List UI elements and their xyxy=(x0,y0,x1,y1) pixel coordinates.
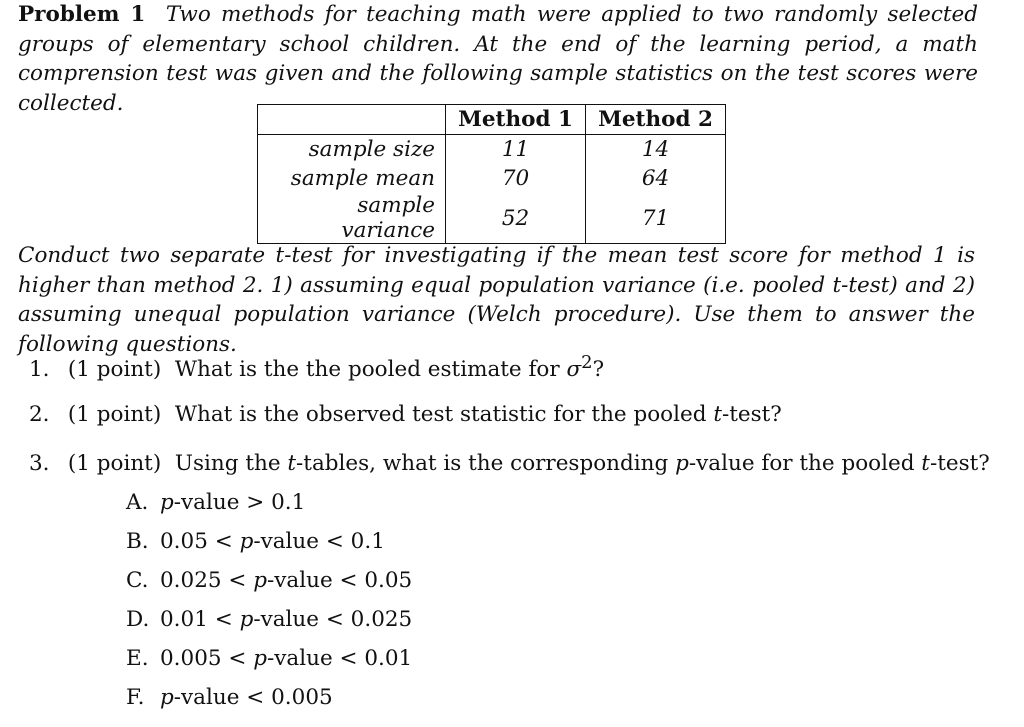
t-symbol: t xyxy=(287,451,297,476)
option-letter: F. xyxy=(126,685,145,710)
p-symbol: p xyxy=(160,685,174,710)
option-e xyxy=(126,646,412,671)
option-text: -value < 0.005 xyxy=(173,685,333,710)
question-number: 1. xyxy=(29,357,50,383)
sigma-symbol: σ xyxy=(566,357,582,383)
question-text-end: -test? xyxy=(929,451,990,476)
p-symbol: p xyxy=(239,529,254,554)
table-row xyxy=(258,164,726,193)
option-text: -value < 0.05 xyxy=(267,568,413,593)
table-header-method-1: Method 1 xyxy=(446,105,586,135)
p-symbol: p xyxy=(253,568,267,593)
question-text: What is the the pooled estimate for xyxy=(174,357,567,383)
problem-label: Problem 1 xyxy=(18,2,146,27)
option-b xyxy=(126,529,385,554)
question-points: (1 point) xyxy=(67,451,162,476)
problem-intro xyxy=(18,0,978,118)
option-letter: A. xyxy=(126,490,149,515)
problem-intro-text: Two methods for teaching math were applied to two randomly selected groups of elementary school children. At the end of the learning period, a math comprension test was given and the following sample statistics on the test scores were collected. xyxy=(18,2,978,116)
option-letter: E. xyxy=(126,646,149,671)
option-prefix: 0.05 < xyxy=(160,529,240,554)
option-prefix: 0.005 < xyxy=(160,646,254,671)
sample-statistics-table xyxy=(257,104,726,244)
question-text: What is the observed test statistic for the pooled xyxy=(174,402,714,427)
option-d xyxy=(126,607,412,632)
question-number: 2. xyxy=(29,402,50,427)
option-letter: B. xyxy=(126,529,149,554)
question-text: -tables, what is the corresponding xyxy=(296,451,676,476)
row-label: sample mean xyxy=(258,164,446,193)
question-text: Using the xyxy=(174,451,288,476)
row-label: sample variance xyxy=(258,193,446,244)
question-points: (1 point) xyxy=(67,402,162,427)
option-text: -value < 0.1 xyxy=(253,529,385,554)
option-c xyxy=(126,568,412,593)
question-points: (1 point) xyxy=(67,357,162,383)
p-symbol: p xyxy=(253,646,267,671)
question-text-end: -test? xyxy=(721,402,782,427)
row-label: sample size xyxy=(258,135,446,165)
question-text-end: ? xyxy=(592,357,605,383)
option-letter: D. xyxy=(126,607,150,632)
superscript: 2 xyxy=(581,352,593,373)
method-1-value: 11 xyxy=(446,135,586,165)
t-symbol: t xyxy=(713,402,722,427)
option-a xyxy=(126,490,305,515)
option-letter: C. xyxy=(126,568,149,593)
instructions-paragraph: Conduct two separate t-test for investigating if the mean test score for method 1 is higher than method 2. 1) assuming equal population variance (i.e. pooled t-test) and 2) assuming unequal population variance (Welch procedure). Use them to answer the following questions. xyxy=(18,243,975,357)
method-2-value: 71 xyxy=(586,193,726,244)
question-text: -value for the pooled xyxy=(688,451,922,476)
question-number: 3. xyxy=(29,451,50,476)
question-1 xyxy=(29,352,604,382)
method-2-value: 14 xyxy=(586,135,726,165)
option-text: -value > 0.1 xyxy=(173,490,306,515)
option-prefix: 0.01 < xyxy=(160,607,240,632)
p-symbol: p xyxy=(675,451,689,476)
p-symbol: p xyxy=(160,490,174,515)
question-2 xyxy=(29,402,782,427)
option-prefix: 0.025 < xyxy=(160,568,254,593)
table-corner-cell xyxy=(258,105,446,135)
t-symbol: t xyxy=(921,451,930,476)
option-text: -value < 0.025 xyxy=(253,607,413,632)
method-2-value: 64 xyxy=(586,164,726,193)
table-header-method-2: Method 2 xyxy=(586,105,726,135)
method-1-value: 70 xyxy=(446,164,586,193)
method-1-value: 52 xyxy=(446,193,586,244)
question-3 xyxy=(29,451,990,476)
option-text: -value < 0.01 xyxy=(267,646,413,671)
table-row xyxy=(258,135,726,165)
table-row xyxy=(258,193,726,244)
option-f xyxy=(126,685,333,710)
table-header-row xyxy=(258,105,726,135)
p-symbol: p xyxy=(239,607,254,632)
